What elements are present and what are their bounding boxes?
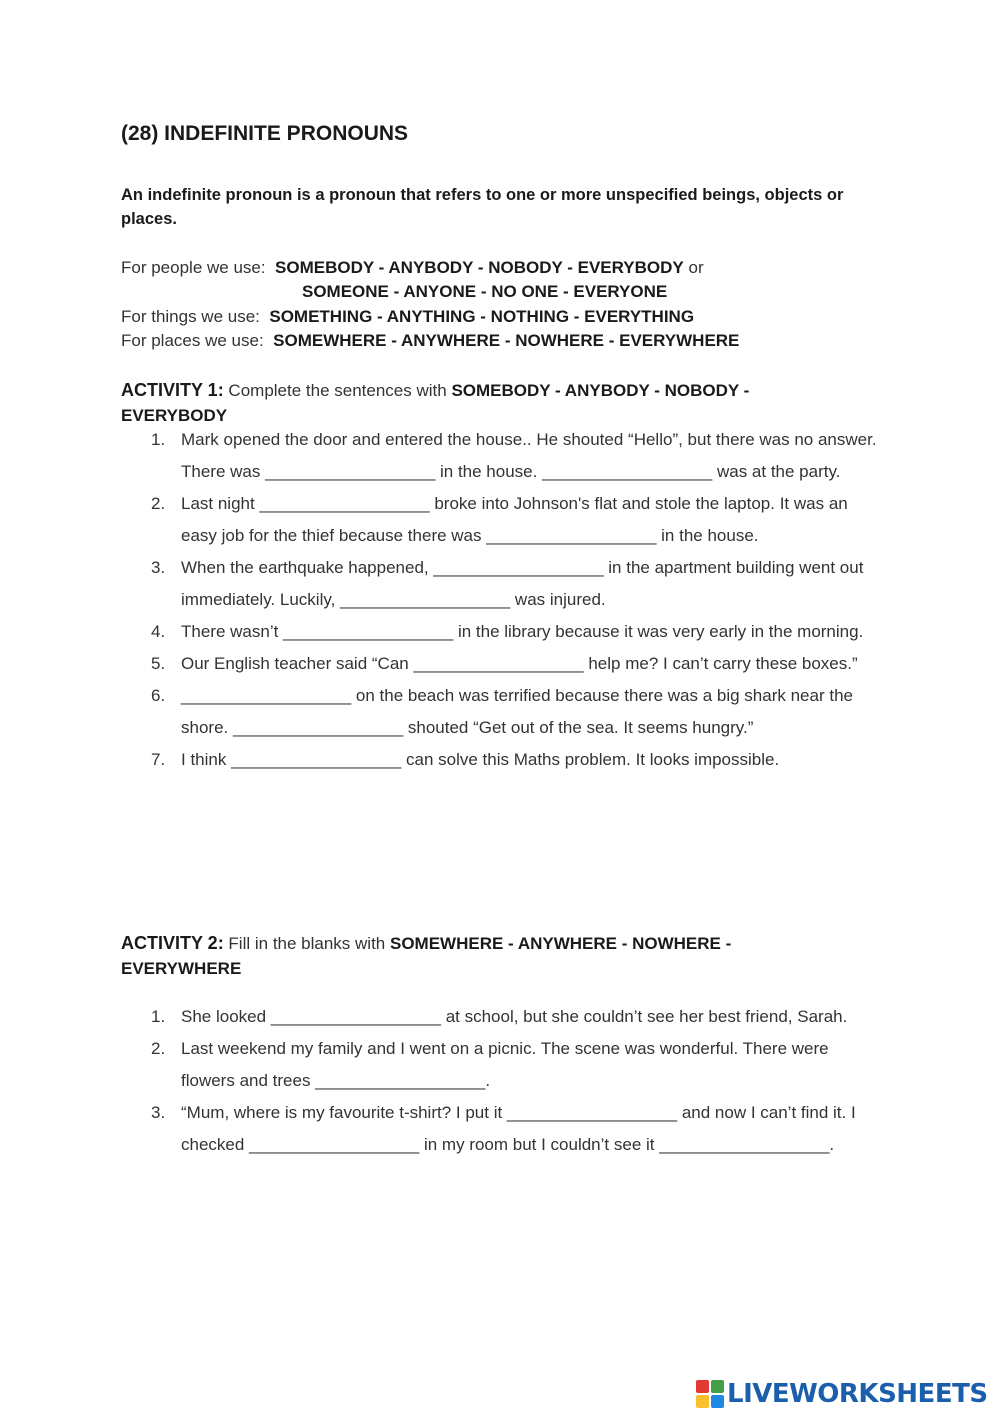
activity1-item-text: There wasn’t __________________ in the library because it was very early in the morning. xyxy=(181,622,864,641)
activity1-item xyxy=(121,424,881,488)
places-label: For places we use: xyxy=(121,330,264,350)
activity2-list xyxy=(121,1001,881,1161)
activity2-item-number: 3. xyxy=(151,1103,166,1122)
activity2-label: ACTIVITY 2: xyxy=(121,933,224,953)
activity1-item-number: 4. xyxy=(151,622,166,641)
activity1-item-text: Mark opened the door and entered the house.. He shouted “Hello”, but there was no answer. There was __________________ in the house. __________________ was at the party. xyxy=(181,430,877,481)
activity1-item-text: __________________ on the beach was terrified because there was a big shark near the shore. __________________ shouted “Get out of the sea. It seems hungry.” xyxy=(181,686,853,737)
pronoun-groups xyxy=(121,256,739,353)
activity1-item xyxy=(121,616,881,648)
activity2-item-text: “Mum, where is my favourite t-shirt? I put it __________________ and now I can’t find it. I checked __________________ in my room but I couldn’t see it __________________. xyxy=(181,1103,856,1154)
logo-square-1 xyxy=(711,1380,724,1393)
activity1-item-number: 5. xyxy=(151,654,166,673)
logo-square-2 xyxy=(696,1395,709,1408)
logo-square-3 xyxy=(711,1395,724,1408)
activity2-heading xyxy=(121,931,841,981)
activity2-instruction: Fill in the blanks with xyxy=(228,934,386,953)
activity2-item-text: She looked __________________ at school, but she couldn’t see her best friend, Sarah. xyxy=(181,1007,848,1026)
people-row xyxy=(121,256,739,280)
activity1-item xyxy=(121,744,881,776)
activity2-item xyxy=(121,1033,881,1097)
liveworksheets-logo-text: LIVEWORKSHEETS xyxy=(727,1379,988,1409)
activity1-label: ACTIVITY 1: xyxy=(121,380,224,400)
activity2-item xyxy=(121,1001,881,1033)
liveworksheets-logo[interactable] xyxy=(696,1376,988,1412)
places-row xyxy=(121,329,739,353)
people-row-2 xyxy=(121,280,739,304)
places-words: SOMEWHERE - ANYWHERE - NOWHERE - EVERYWHERE xyxy=(273,330,740,350)
activity1-item-number: 1. xyxy=(151,430,166,449)
liveworksheets-logo-icon xyxy=(696,1380,724,1408)
activity2-words: SOMEWHERE - ANYWHERE - NOWHERE - EVERYWHERE xyxy=(121,934,732,978)
activity1-item xyxy=(121,552,881,616)
activity1-item-number: 7. xyxy=(151,750,166,769)
people-label: For people we use: xyxy=(121,258,266,277)
activity1-item-number: 3. xyxy=(151,558,166,577)
activity1-instruction: Complete the sentences with xyxy=(228,381,447,400)
things-row xyxy=(121,305,739,329)
activity1-item-number: 2. xyxy=(151,494,166,513)
activity1-item xyxy=(121,680,881,744)
things-words: SOMETHING - ANYTHING - NOTHING - EVERYTHING xyxy=(269,306,695,326)
activity1-heading xyxy=(121,378,841,428)
people-words-2: SOMEONE - ANYONE - NO ONE - EVERYONE xyxy=(302,282,668,302)
definition: An indefinite pronoun is a pronoun that refers to one or more unspecified beings, objects or places. xyxy=(121,186,844,228)
things-label: For things we use: xyxy=(121,306,260,326)
people-words-1: SOMEBODY - ANYBODY - NOBODY - EVERYBODY xyxy=(275,258,684,277)
activity2-item xyxy=(121,1097,881,1161)
activity2-item-number: 2. xyxy=(151,1039,166,1058)
activity1-item-text: Our English teacher said “Can __________________ help me? I can’t carry these boxes.” xyxy=(181,654,858,673)
activity1-item xyxy=(121,648,881,680)
activity1-item-text: I think __________________ can solve this Maths problem. It looks impossible. xyxy=(181,750,780,769)
people-or: or xyxy=(688,258,704,277)
activity2-item-text: Last weekend my family and I went on a picnic. The scene was wonderful. There were flowers and trees __________________. xyxy=(181,1039,829,1090)
activity1-list xyxy=(121,424,881,776)
activity1-item-text: Last night __________________ broke into Johnson's flat and stole the laptop. It was an easy job for the thief because there was __________________ in the house. xyxy=(181,494,848,545)
logo-square-0 xyxy=(696,1380,709,1393)
activity1-item-number: 6. xyxy=(151,686,166,705)
activity1-words: SOMEBODY - ANYBODY - NOBODY - EVERYBODY xyxy=(121,381,750,425)
activity2-item-number: 1. xyxy=(151,1007,166,1026)
activity1-item-text: When the earthquake happened, __________________ in the apartment building went out immediately. Luckily, __________________ was injured. xyxy=(181,558,864,609)
activity1-item xyxy=(121,488,881,552)
page-title: (28) INDEFINITE PRONOUNS xyxy=(121,122,409,145)
